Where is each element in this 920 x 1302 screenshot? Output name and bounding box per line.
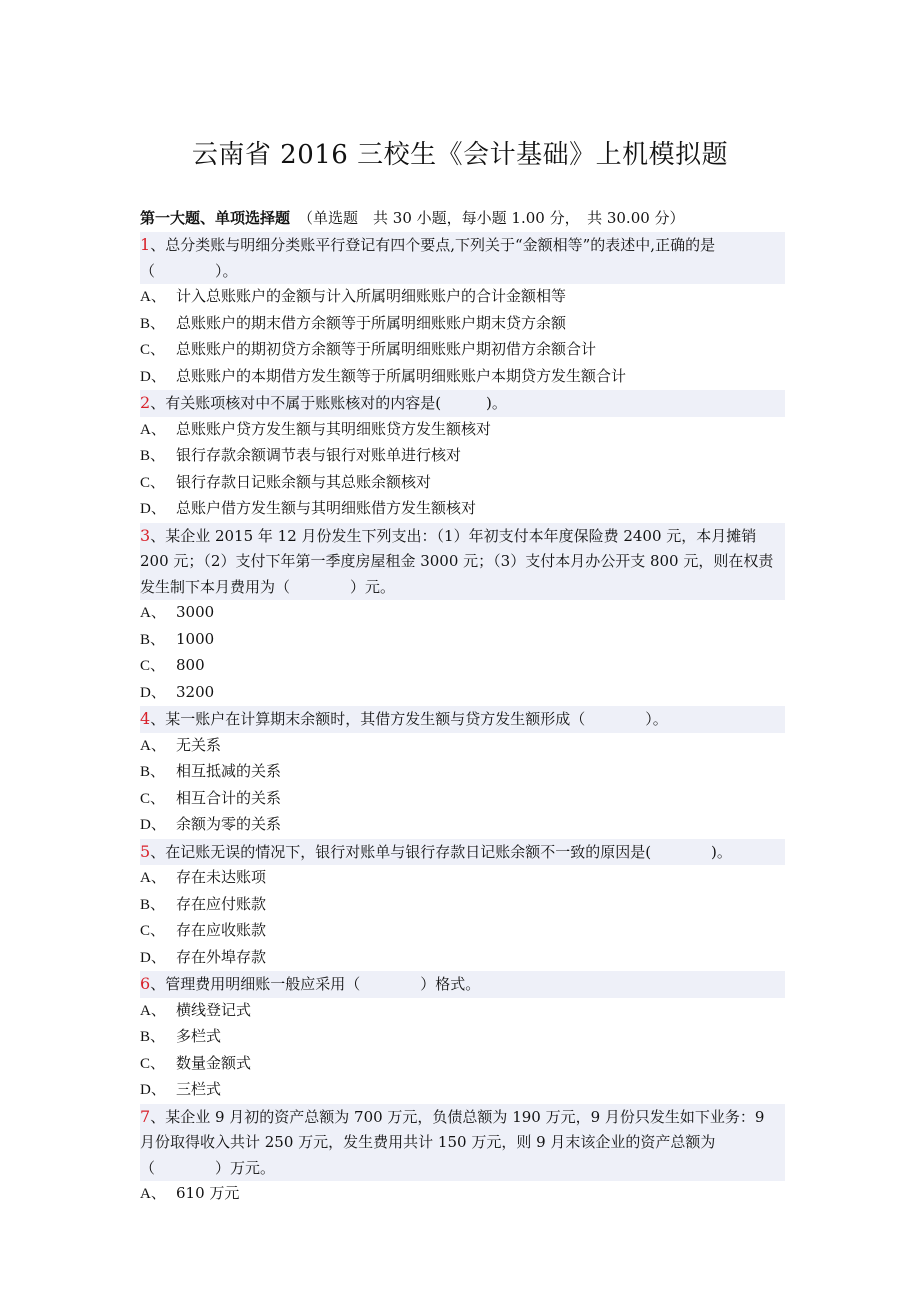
option-text: 相互抵减的关系 — [176, 762, 282, 780]
question-stem — [140, 390, 785, 417]
option-text: 存在应收账款 — [176, 921, 267, 939]
option-letter: B、 — [140, 764, 166, 780]
option-c — [140, 918, 785, 945]
section-title: 第一大题、单项选择题 — [140, 209, 291, 227]
option-text: 3000 — [176, 603, 215, 621]
option-letter: D、 — [140, 368, 166, 385]
option-text: 610 万元 — [176, 1184, 240, 1202]
option-letter: B、 — [140, 315, 166, 332]
option-text: 总账户借方发生额与其明细账借方发生额核对 — [176, 499, 477, 517]
question-text: 、某企业 9 月初的资产总额为 700 万元，负债总额为 190 万元，9 月份只发生如下业务：9 月份取得收入共计 250 万元，发生费用共计 150 万元，则 9 月末该企业的资产总额为（ ）万元。 — [140, 1107, 765, 1177]
question-stem — [140, 1104, 785, 1182]
option-letter: A、 — [140, 289, 166, 305]
option-text: 银行存款日记账余额与其总账余额核对 — [176, 472, 432, 491]
option-letter: D、 — [140, 817, 166, 833]
option-b — [140, 759, 785, 786]
option-letter: A、 — [140, 1186, 166, 1202]
option-d — [140, 812, 785, 839]
option-text: 多栏式 — [176, 1027, 222, 1045]
question-number: 7 — [140, 1106, 151, 1126]
option-d — [140, 1077, 785, 1104]
option-c — [140, 337, 785, 364]
option-b — [140, 311, 785, 338]
option-letter: D、 — [140, 949, 166, 966]
option-letter: A、 — [140, 737, 166, 754]
option-letter: C、 — [140, 790, 166, 807]
question-number: 1 — [140, 235, 151, 254]
question-text: 、总分类账与明细分类账平行登记有四个要点,下列关于“金额相等”的表述中,正确的是（ ）。 — [140, 236, 716, 280]
option-text: 1000 — [176, 629, 215, 648]
option-a — [140, 284, 785, 311]
question-number: 2 — [140, 393, 151, 412]
option-letter: C、 — [140, 474, 166, 491]
option-b — [140, 1024, 785, 1051]
option-letter: C、 — [140, 342, 166, 358]
option-c — [140, 470, 785, 497]
option-text: 总账账户的期初贷方余额等于所属明细账账户期初借方余额合计 — [176, 340, 597, 358]
option-text: 银行存款余额调节表与银行对账单进行核对 — [176, 446, 462, 464]
question-6 — [140, 971, 785, 1104]
option-text: 相互合计的关系 — [176, 788, 282, 807]
option-letter: A、 — [140, 605, 166, 621]
option-text: 存在外埠存款 — [176, 947, 267, 966]
question-4 — [140, 706, 785, 839]
option-a — [140, 998, 785, 1025]
question-7 — [140, 1104, 785, 1208]
option-text: 三栏式 — [176, 1080, 222, 1098]
option-text: 数量金额式 — [176, 1053, 252, 1072]
question-1 — [140, 232, 785, 390]
option-text: 总账账户的本期借方发生额等于所属明细账账户本期贷方发生额合计 — [176, 366, 627, 385]
option-text: 总账账户贷方发生额与其明细账贷方发生额核对 — [176, 419, 492, 438]
option-a — [140, 1181, 785, 1208]
option-text: 横线登记式 — [176, 1000, 252, 1019]
option-a — [140, 417, 785, 444]
option-letter: C、 — [140, 658, 166, 674]
option-letter: B、 — [140, 631, 166, 648]
option-d — [140, 364, 785, 391]
document-title: 云南省 2016 三校生《会计基础》上机模拟题 — [191, 140, 729, 170]
option-d — [140, 496, 785, 523]
question-text: 、管理费用明细账一般应采用（ ）格式。 — [150, 975, 481, 993]
question-stem — [140, 232, 785, 284]
option-text: 总账账户的期末借方余额等于所属明细账账户期末贷方余额 — [176, 313, 567, 332]
question-number: 3 — [140, 525, 151, 545]
question-5 — [140, 839, 785, 972]
question-text: 、某一账户在计算期末余额时，其借方发生额与贷方发生额形成（ ）。 — [150, 710, 668, 728]
question-list — [140, 232, 785, 1208]
question-3 — [140, 523, 785, 707]
question-text: 、有关账项核对中不属于账账核对的内容是( )。 — [150, 394, 507, 412]
question-number: 6 — [140, 974, 151, 993]
question-stem — [140, 706, 785, 733]
option-letter: C、 — [140, 923, 166, 939]
option-b — [140, 443, 785, 470]
option-c — [140, 1051, 785, 1078]
option-text: 3200 — [176, 682, 215, 701]
option-letter: A、 — [140, 870, 166, 886]
question-number: 5 — [140, 841, 151, 861]
option-text: 无关系 — [176, 735, 222, 754]
option-text: 800 — [176, 656, 205, 674]
option-d — [140, 680, 785, 707]
option-a — [140, 865, 785, 892]
option-letter: C、 — [140, 1055, 166, 1072]
option-text: 计入总账账户的金额与计入所属明细账账户的合计金额相等 — [176, 287, 567, 305]
option-letter: B、 — [140, 448, 166, 464]
option-a — [140, 733, 785, 760]
option-a — [140, 600, 785, 627]
question-stem — [140, 971, 785, 998]
option-letter: D、 — [140, 501, 166, 517]
question-text: 、在记账无误的情况下，银行对账单与银行存款日记账余额不一致的原因是( )。 — [150, 842, 732, 861]
option-c — [140, 786, 785, 813]
option-letter: D、 — [140, 1082, 166, 1098]
option-b — [140, 892, 785, 919]
question-number: 4 — [140, 709, 151, 728]
option-text: 存在未达账项 — [176, 868, 267, 886]
question-stem — [140, 839, 785, 866]
question-text: 、某企业 2015 年 12 月份发生下列支出：（1）年初支付本年度保险费 2400 元，本月摊销 200 元；（2）支付下年第一季度房屋租金 3000 元；（3）支付本月办公开支 800 元，则在权责发生制下本月费用为（ ）元。 — [140, 526, 774, 596]
section-info: （单选题 共 30 小题，每小题 1.00 分， 共 30.00 分） — [298, 209, 685, 227]
option-text: 存在应付账款 — [176, 894, 267, 913]
option-letter: D、 — [140, 684, 166, 701]
option-c — [140, 653, 785, 680]
question-2 — [140, 390, 785, 523]
question-stem — [140, 523, 785, 601]
option-b — [140, 627, 785, 654]
option-letter: B、 — [140, 1029, 166, 1045]
section-header — [140, 206, 800, 230]
option-d — [140, 945, 785, 972]
option-letter: A、 — [140, 1002, 166, 1019]
option-text: 余额为零的关系 — [176, 815, 282, 833]
option-letter: B、 — [140, 896, 166, 913]
option-letter: A、 — [140, 421, 166, 438]
